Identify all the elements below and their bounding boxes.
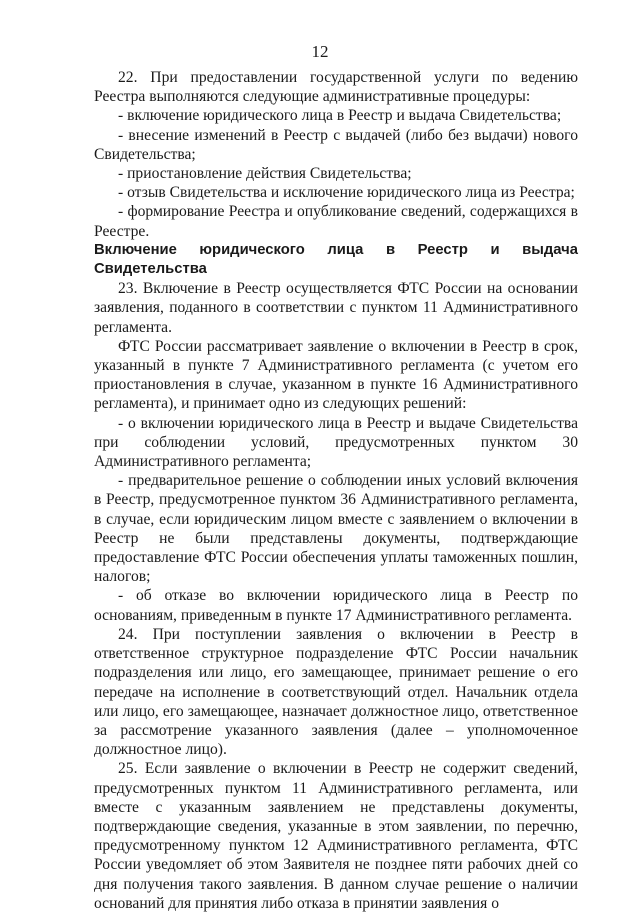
decision-item: - об отказе во включении юридического лица в Реестр по основаниям, приведенным в пункте 17 Административного регламента. — [94, 587, 578, 624]
section-heading: Включение юридического лица в Реестр и выдача Свидетельства — [94, 241, 578, 278]
procedure-item: - внесение изменений в Реестр с выдачей (либо без выдачи) нового Свидетельства; — [94, 126, 578, 163]
decision-item: - предварительное решение о соблюдении иных условий включения в Реестр, предусмотренное пунктом 36 Административного регламента, в случае, если юридическим лицом вместе с заявлением о включении в Реестр не были представлены документы, подтверждающие предоставление ФТС России обеспечения уплаты таможенных пошлин, налогов; — [94, 472, 578, 586]
document-body — [94, 68, 578, 913]
paragraph-25: 25. Если заявление о включении в Реестр не содержит сведений, предусмотренных пунктом 11 Административного регламента, или вместе с указанным заявлением не представлены документы, подтверждающие сведения, указанные в этом заявлении, по перечню, предусмотренному пунктом 12 Административного регламента, ФТС России уведомляет об этом Заявителя не позднее пяти рабочих дней со дня получения такого заявления. В данном случае решение о наличии оснований для принятия либо отказа в принятии заявления о — [94, 760, 578, 912]
paragraph-23: 23. Включение в Реестр осуществляется ФТС России на основании заявления, поданного в соответствии с пунктом 11 Административного регламента. — [94, 280, 578, 336]
procedure-item: - приостановление действия Свидетельства; — [118, 165, 412, 183]
paragraph-23-review: ФТС России рассматривает заявление о включении в Реестр в срок, указанный в пункте 7 Административного регламента (с учетом его приостановления в случае, указанном в пункте 16 Административного регламента), и принимает одно из следующих решений: — [94, 337, 578, 413]
paragraph-24: 24. При поступлении заявления о включении в Реестр в ответственное структурное подразделение ФТС России начальник подразделения или лицо, его замещающее, принимает решение о его передаче на исполнение в соответствующий отдел. Начальник отдела или лицо, его замещающее, назначает должностное лицо, ответственное за рассмотрение указанного заявления (далее – уполномоченное должностное лицо). — [94, 625, 578, 759]
procedure-item: - отзыв Свидетельства и исключение юридического лица из Реестра; — [118, 184, 575, 202]
procedure-item: - формирование Реестра и опубликование сведений, содержащихся в Реестре. — [94, 203, 578, 240]
procedure-item: - включение юридического лица в Реестр и выдача Свидетельства; — [118, 107, 562, 125]
paragraph-22-intro: 22. При предоставлении государственной услуги по ведению Реестра выполняются следующие административные процедуры: — [94, 69, 578, 106]
page-number: 12 — [311, 42, 329, 61]
decision-item: - о включении юридического лица в Реестр и выдаче Свидетельства при соблюдении условий, предусмотренных пунктом 30 Административного регламента; — [94, 414, 578, 471]
